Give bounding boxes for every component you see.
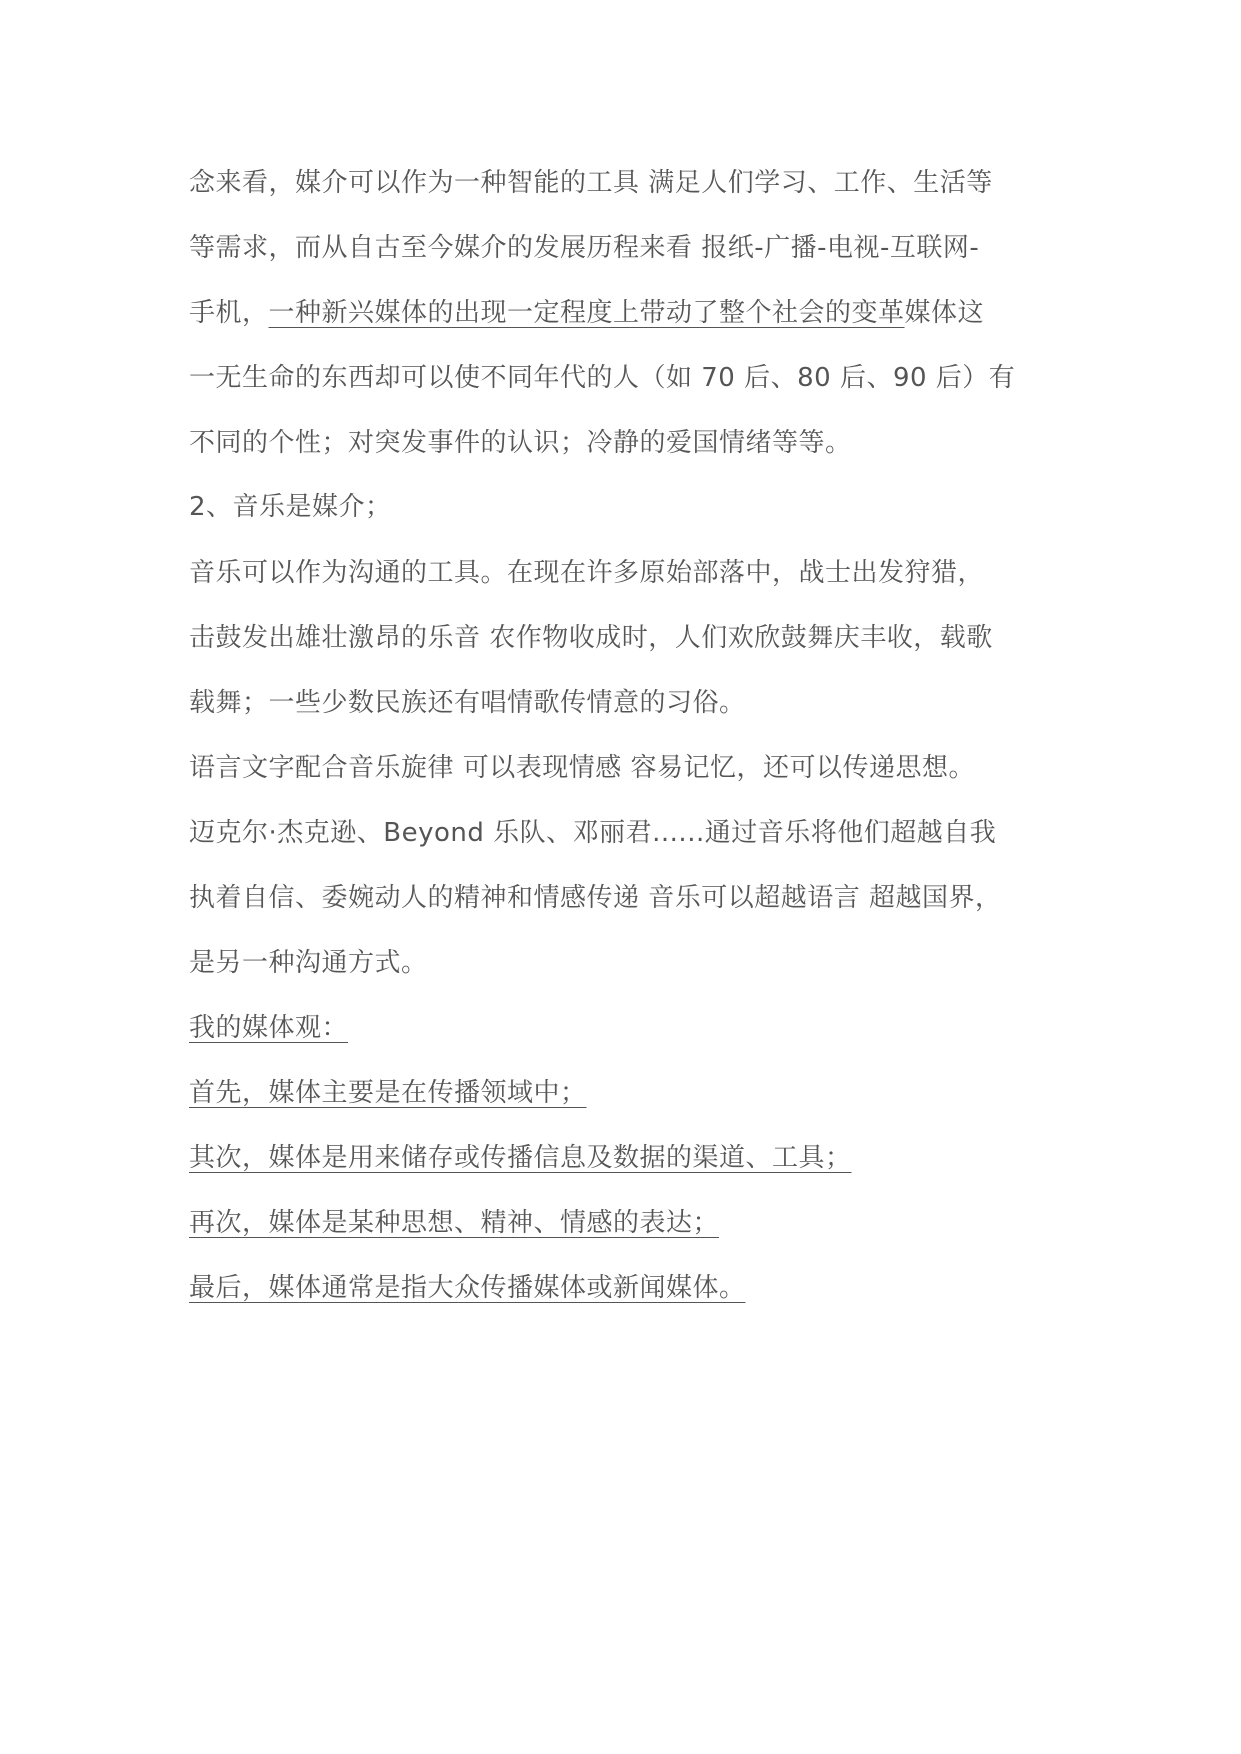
media-view-point — [189, 1076, 587, 1110]
paragraph-line — [189, 296, 984, 330]
line-text: 念来看，媒介可以作为一种智能的工具 满足人们学习、工作、生活等 — [189, 168, 993, 198]
line-text: 语言文字配合音乐旋律 可以表现情感 容易记忆，还可以传递思想。 — [189, 753, 976, 783]
media-view-point — [189, 1206, 719, 1240]
media-view-point — [189, 1141, 852, 1175]
underlined-point: 首先，媒体主要是在传播领域中； — [189, 1078, 587, 1108]
line-text: 载舞；一些少数民族还有唱情歌传情意的习俗。 — [189, 688, 746, 718]
paragraph-line — [189, 556, 984, 590]
underlined-point: 最后，媒体通常是指大众传播媒体或新闻媒体。 — [189, 1273, 746, 1303]
line-text-pre: 手机， — [189, 298, 269, 328]
media-view-heading — [189, 1011, 348, 1045]
underlined-phrase: 一种新兴媒体的出现一定程度上带动了整个社会的变革 — [268, 298, 905, 328]
line-text: 击鼓发出雄壮激昂的乐音 农作物收成时，人们欢欣鼓舞庆丰收，载歌 — [189, 623, 993, 653]
line-text: 执着自信、委婉动人的精神和情感传递 音乐可以超越语言 超越国界， — [189, 883, 1002, 913]
paragraph-line — [189, 686, 746, 720]
paragraph-line — [189, 751, 975, 785]
paragraph-line — [189, 881, 1002, 915]
underlined-point: 再次，媒体是某种思想、精神、情感的表达； — [189, 1208, 720, 1238]
line-text: 等需求，而从自古至今媒介的发展历程来看 报纸-广播-电视-互联网- — [189, 233, 980, 263]
paragraph-line — [189, 816, 996, 850]
paragraph-line — [189, 361, 1015, 395]
underlined-heading: 我的媒体观： — [189, 1013, 349, 1043]
underlined-point: 其次，媒体是用来储存或传播信息及数据的渠道、工具； — [189, 1143, 852, 1173]
paragraph-line — [189, 166, 993, 200]
line-text: 是另一种沟通方式。 — [189, 948, 428, 978]
paragraph-line — [189, 231, 979, 265]
line-text-post: 媒体这 — [904, 298, 985, 328]
media-view-point — [189, 1271, 746, 1305]
section-heading-text: 2、音乐是媒介； — [189, 492, 392, 522]
paragraph-line — [189, 946, 428, 980]
line-text: 音乐可以作为沟通的工具。在现在许多原始部落中，战士出发狩猎， — [189, 558, 985, 588]
paragraph-line — [189, 621, 993, 655]
section-heading — [189, 490, 392, 524]
line-text: 迈克尔·杰克逊、Beyond 乐队、邓丽君......通过音乐将他们超越自我 — [189, 818, 997, 848]
line-text: 一无生命的东西却可以使不同年代的人（如 70 后、80 后、90 后）有 — [189, 363, 1016, 393]
line-text: 不同的个性；对突发事件的认识；冷静的爱国情绪等等。 — [189, 428, 852, 458]
paragraph-line — [189, 426, 852, 460]
